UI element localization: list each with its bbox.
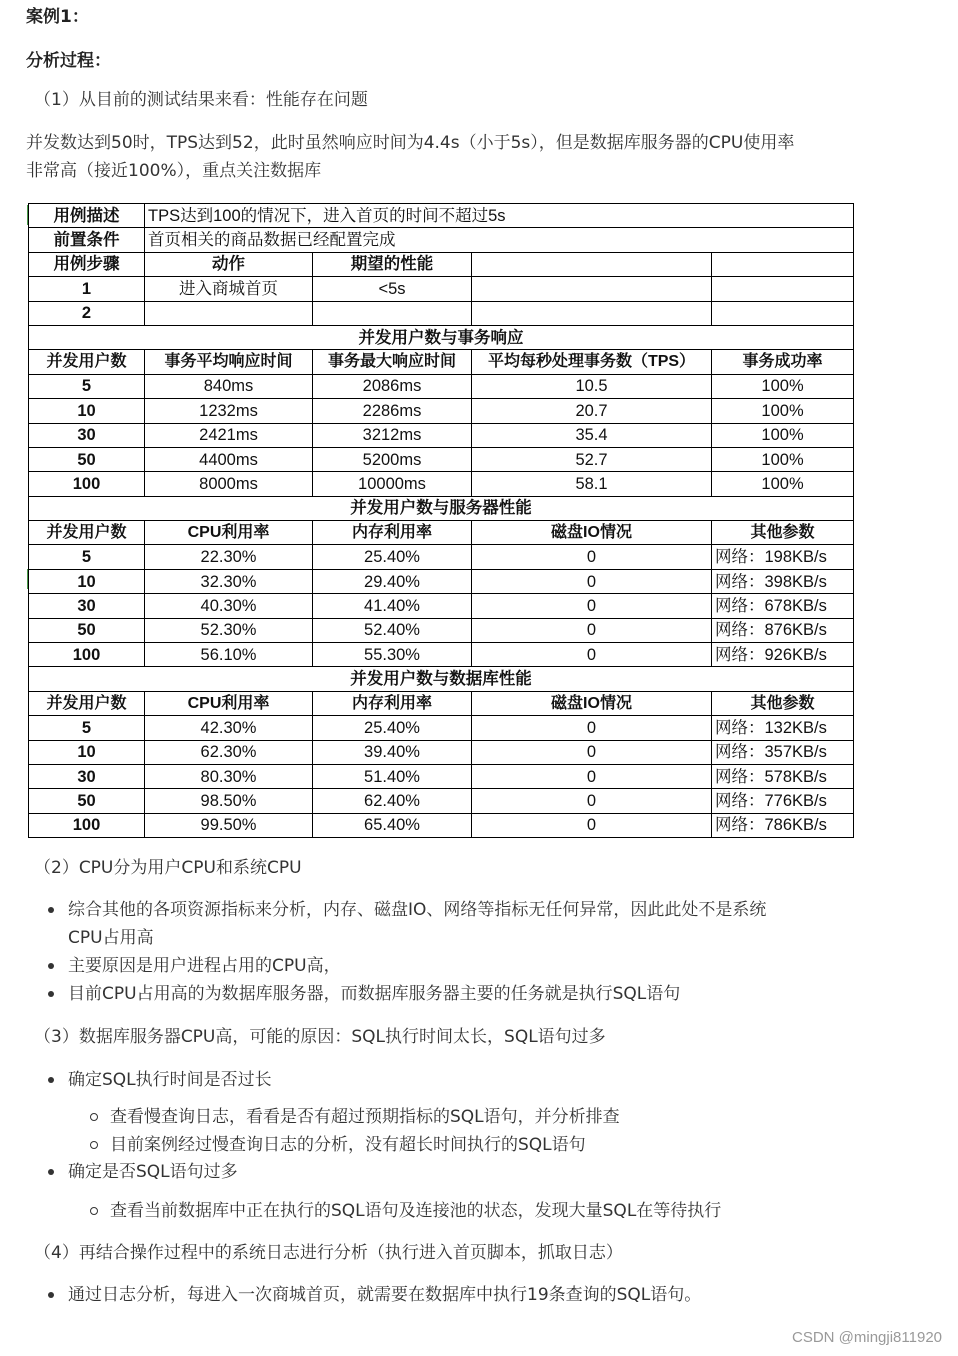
table-cell: 3212ms <box>313 423 472 447</box>
table-section-title <box>29 667 854 691</box>
desc-value: TPS达到100的情况下，进入首页的时间不超过5s <box>145 204 854 228</box>
header-cell: 事务平均响应时间 <box>145 350 313 374</box>
step3-sub-bullets-1 <box>70 1103 850 1159</box>
table-cell: 840ms <box>145 374 313 398</box>
table-header-row <box>29 350 854 374</box>
table-cell: 55.30% <box>313 643 472 667</box>
table-cell: 29.40% <box>313 569 472 593</box>
pre-label: 前置条件 <box>29 228 145 252</box>
table-cell: 22.30% <box>145 545 313 569</box>
table-row <box>29 399 854 423</box>
list-item: 查看慢查询日志，看看是否有超过预期指标的SQL语句，并分析排查 <box>70 1103 850 1131</box>
table-cell: 65.40% <box>313 813 472 837</box>
step2-bullets <box>28 896 848 1008</box>
table-cell: <5s <box>313 277 472 301</box>
header-cell: 平均每秒处理事务数（TPS） <box>472 350 712 374</box>
table-cell: 10.5 <box>472 374 712 398</box>
table-row <box>29 643 854 667</box>
table-cell: 99.50% <box>145 813 313 837</box>
table-cell: 100 <box>29 813 145 837</box>
table-cell: 100 <box>29 472 145 496</box>
list-item: 查看当前数据库中正在执行的SQL语句及连接池的状态，发现大量SQL在等待执行 <box>70 1197 850 1225</box>
header-cell: 内存利用率 <box>313 691 472 715</box>
table-row <box>29 252 854 276</box>
table-cell: 0 <box>472 594 712 618</box>
table-cell: 10 <box>29 569 145 593</box>
table-cell: 50 <box>29 618 145 642</box>
table-cell: 30 <box>29 594 145 618</box>
list-item: 目前CPU占用高的为数据库服务器，而数据库服务器主要的任务就是执行SQL语句 <box>28 980 848 1008</box>
table-cell: 网络：678KB/s <box>712 594 854 618</box>
header-cell: 事务最大响应时间 <box>313 350 472 374</box>
table-cell: 100% <box>712 447 854 471</box>
table-cell: 50 <box>29 447 145 471</box>
header-cell: 磁盘IO情况 <box>472 691 712 715</box>
header-cell <box>712 252 854 276</box>
table-cell: 32.30% <box>145 569 313 593</box>
table-row <box>29 545 854 569</box>
table-cell: 网络：926KB/s <box>712 643 854 667</box>
table-cell: 0 <box>472 813 712 837</box>
header-cell: 用例步骤 <box>29 252 145 276</box>
table-cell <box>313 301 472 325</box>
table-cell: 4400ms <box>145 447 313 471</box>
table-row <box>29 277 854 301</box>
table-cell: 98.50% <box>145 789 313 813</box>
table-cell <box>712 301 854 325</box>
table-cell: 25.40% <box>313 545 472 569</box>
table-section-title <box>29 325 854 349</box>
table-cell: 100% <box>712 399 854 423</box>
pre-value: 首页相关的商品数据已经配置完成 <box>145 228 854 252</box>
table-cell: 2 <box>29 301 145 325</box>
bullet-dot-icon <box>48 1169 54 1175</box>
table-header-row <box>29 691 854 715</box>
header-cell: 事务成功率 <box>712 350 854 374</box>
table-cell: 42.30% <box>145 716 313 740</box>
table-cell: 0 <box>472 789 712 813</box>
bullet-circle-icon <box>90 1113 98 1121</box>
table-row <box>29 301 854 325</box>
table-cell <box>145 301 313 325</box>
table-row <box>29 472 854 496</box>
case-heading: 案例1： <box>26 7 89 27</box>
table-cell: 5 <box>29 545 145 569</box>
step3-title: （3）数据库服务器CPU高，可能的原因：SQL执行时间太长，SQL语句过多 <box>34 1027 606 1047</box>
table-cell: 网络：398KB/s <box>712 569 854 593</box>
analysis-heading: 分析过程： <box>26 51 111 71</box>
table-cell: 0 <box>472 618 712 642</box>
step3-sub-bullets-2 <box>70 1197 850 1225</box>
step1-title: （1）从目前的测试结果来看：性能存在问题 <box>34 90 368 110</box>
list-item: 确定SQL执行时间是否过长 <box>28 1066 848 1094</box>
table-cell: 20.7 <box>472 399 712 423</box>
table-cell: 网络：198KB/s <box>712 545 854 569</box>
table-cell: 2286ms <box>313 399 472 423</box>
step2-title: （2）CPU分为用户CPU和系统CPU <box>34 858 302 878</box>
table-cell: 80.30% <box>145 764 313 788</box>
table-cell: 35.4 <box>472 423 712 447</box>
table-cell: 5 <box>29 716 145 740</box>
header-cell: 期望的性能 <box>313 252 472 276</box>
header-cell: 并发用户数 <box>29 521 145 545</box>
header-cell: CPU利用率 <box>145 521 313 545</box>
table-cell: 0 <box>472 569 712 593</box>
list-item: 综合其他的各项资源指标来分析，内存、磁盘IO、网络等指标无任何异常，因此此处不是系统 CPU占用高 <box>28 896 848 952</box>
table-row <box>29 447 854 471</box>
table-cell: 0 <box>472 764 712 788</box>
table-cell: 8000ms <box>145 472 313 496</box>
table-cell: 进入商城首页 <box>145 277 313 301</box>
table-cell: 56.10% <box>145 643 313 667</box>
header-cell: 其他参数 <box>712 521 854 545</box>
list-item: 确定是否SQL语句过多 <box>28 1158 848 1186</box>
table-cell: 52.7 <box>472 447 712 471</box>
step3-bullets <box>28 1066 848 1094</box>
table-cell: 30 <box>29 423 145 447</box>
table-row <box>29 204 854 228</box>
table-cell: 2086ms <box>313 374 472 398</box>
bullet-circle-icon <box>90 1207 98 1215</box>
table-row <box>29 569 854 593</box>
table-cell: 5200ms <box>313 447 472 471</box>
table-row <box>29 764 854 788</box>
table-cell <box>712 277 854 301</box>
table-row <box>29 423 854 447</box>
header-cell: 并发用户数 <box>29 691 145 715</box>
section-title: 并发用户数与数据库性能 <box>29 667 854 691</box>
table-row <box>29 740 854 764</box>
table-row <box>29 374 854 398</box>
table-cell: 58.1 <box>472 472 712 496</box>
table-cell: 100% <box>712 472 854 496</box>
table-header-row <box>29 521 854 545</box>
table-cell <box>472 277 712 301</box>
table-row <box>29 813 854 837</box>
list-item: 通过日志分析，每进入一次商城首页，就需要在数据库中执行19条查询的SQL语句。 <box>28 1281 848 1309</box>
table-cell: 网络：578KB/s <box>712 764 854 788</box>
step4-title: （4）再结合操作过程中的系统日志进行分析（执行进入首页脚本，抓取日志） <box>34 1243 623 1263</box>
table-cell: 25.40% <box>313 716 472 740</box>
table-cell: 62.40% <box>313 789 472 813</box>
list-item: 主要原因是用户进程占用的CPU高， <box>28 952 848 980</box>
table-cell: 100 <box>29 643 145 667</box>
header-cell: 动作 <box>145 252 313 276</box>
table-cell: 41.40% <box>313 594 472 618</box>
table-row <box>29 594 854 618</box>
table-cell: 1 <box>29 277 145 301</box>
step3-bullets-2 <box>28 1158 848 1186</box>
step4-bullets <box>28 1281 848 1309</box>
table-cell: 网络：357KB/s <box>712 740 854 764</box>
bullet-dot-icon <box>48 907 54 913</box>
header-cell: 其他参数 <box>712 691 854 715</box>
table-cell: 0 <box>472 545 712 569</box>
table-cell: 网络：132KB/s <box>712 716 854 740</box>
bullet-circle-icon <box>90 1141 98 1149</box>
table-section-title <box>29 496 854 520</box>
table-cell: 39.40% <box>313 740 472 764</box>
table-cell: 0 <box>472 716 712 740</box>
watermark: CSDN @mingji811920 <box>791 1329 942 1346</box>
section-title: 并发用户数与事务响应 <box>29 325 854 349</box>
table-cell: 100% <box>712 423 854 447</box>
bullet-dot-icon <box>48 963 54 969</box>
table-cell: 网络：776KB/s <box>712 789 854 813</box>
performance-table <box>28 203 854 838</box>
table-cell: 52.40% <box>313 618 472 642</box>
desc-label: 用例描述 <box>29 204 145 228</box>
table-cell: 10000ms <box>313 472 472 496</box>
section-title: 并发用户数与服务器性能 <box>29 496 854 520</box>
table-cell: 50 <box>29 789 145 813</box>
header-cell: 磁盘IO情况 <box>472 521 712 545</box>
header-cell: 并发用户数 <box>29 350 145 374</box>
step1-text-line2: 非常高（接近100%），重点关注数据库 <box>26 161 322 181</box>
table-row <box>29 618 854 642</box>
table-cell: 0 <box>472 643 712 667</box>
table-row <box>29 228 854 252</box>
table-cell: 10 <box>29 399 145 423</box>
table-cell: 网络：876KB/s <box>712 618 854 642</box>
table-cell: 0 <box>472 740 712 764</box>
step1-text-line1: 并发数达到50时，TPS达到52，此时虽然响应时间为4.4s（小于5s），但是数据库服务器的CPU使用率 <box>26 133 795 153</box>
table-cell: 52.30% <box>145 618 313 642</box>
bullet-dot-icon <box>48 1292 54 1298</box>
table-cell: 62.30% <box>145 740 313 764</box>
table-cell: 网络：786KB/s <box>712 813 854 837</box>
header-cell <box>472 252 712 276</box>
table-cell: 5 <box>29 374 145 398</box>
table-cell: 100% <box>712 374 854 398</box>
list-item: 目前案例经过慢查询日志的分析，没有超长时间执行的SQL语句 <box>70 1131 850 1159</box>
bullet-dot-icon <box>48 991 54 997</box>
table-cell: 2421ms <box>145 423 313 447</box>
table-row <box>29 716 854 740</box>
table-cell: 40.30% <box>145 594 313 618</box>
header-cell: 内存利用率 <box>313 521 472 545</box>
table-cell: 1232ms <box>145 399 313 423</box>
table-cell: 51.40% <box>313 764 472 788</box>
table-cell: 30 <box>29 764 145 788</box>
table-row <box>29 789 854 813</box>
header-cell: CPU利用率 <box>145 691 313 715</box>
table-cell: 10 <box>29 740 145 764</box>
table-cell <box>472 301 712 325</box>
bullet-dot-icon <box>48 1077 54 1083</box>
